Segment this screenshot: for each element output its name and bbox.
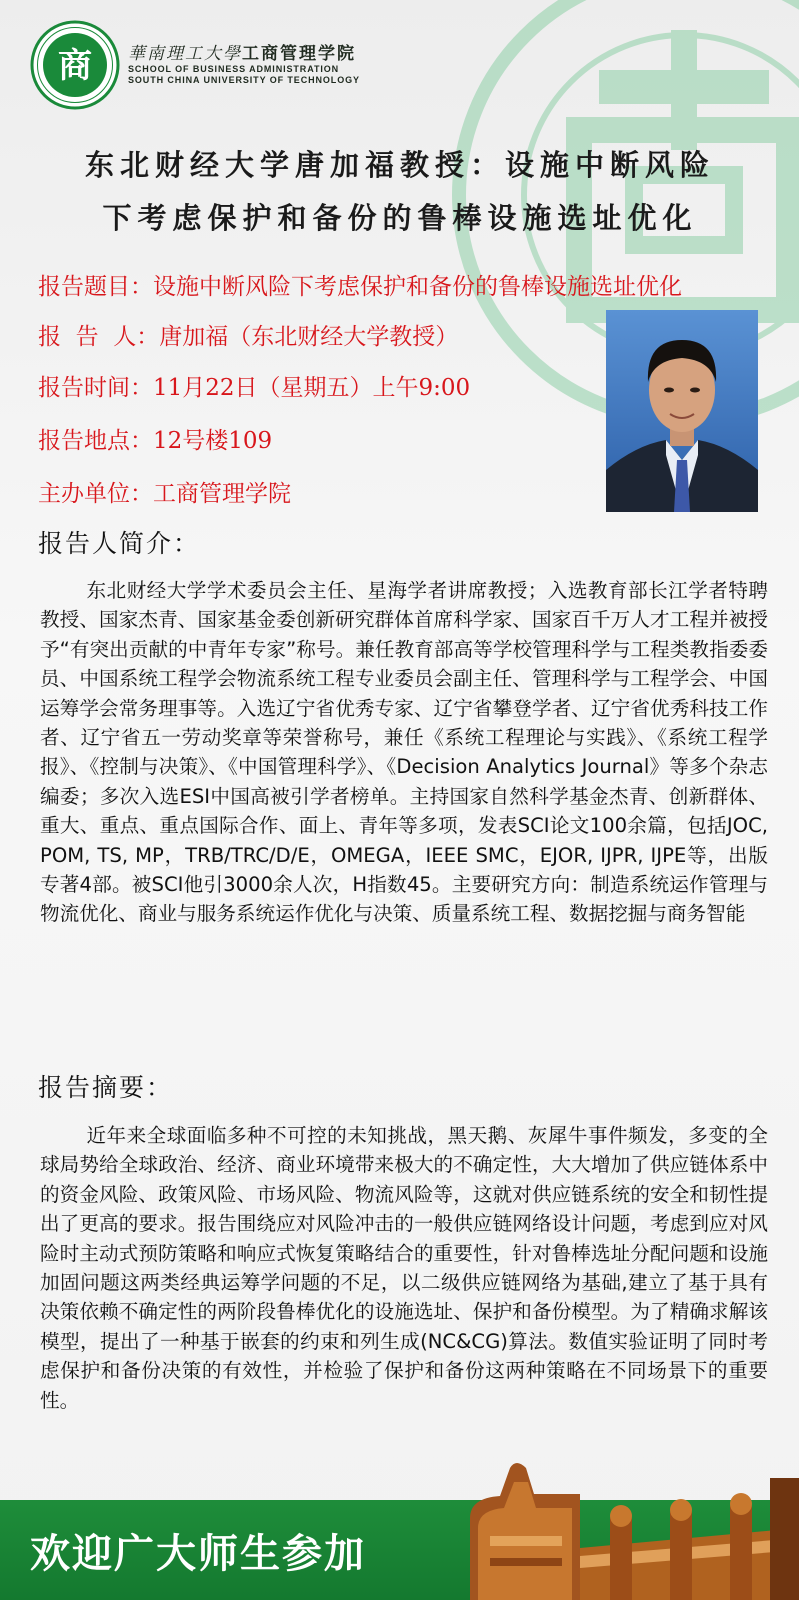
- bio-text: 东北财经大学学术委员会主任、星海学者讲席教授；入选教育部长江学者特聘教授、国家杰青、国家基金委创新研究群体首席科学家、国家百千万人才工程并被授予“有突出贡献的中青年专家”称号。兼任教育部高等学校管理科学与工程类教指委委员、中国系统工程学会物流系统工程专业委员会副主任、管理科学与工程学会、中国运筹学会常务理事等。入选辽宁省优秀专家、辽宁省攀登学者、辽宁省优秀科技工作者、辽宁省五一劳动奖章等荣誉称号，兼任《系统工程理论与实践》、《系统工程学报》、《控制与决策》、《中国管理科学》、《Decision Analytics Journal》等多个杂志编委；多次入选ESI中国高被引学者榜单。主持国家自然科学基金杰青、创新群体、重大、重点、重点国际合作、面上、青年等多项，发表SCI论文100余篇，包括JOC, POM, TS, MP，TRB/TRC/D/E，OMEGA，IEEE SMC，EJOR, IJPR, IJPE等，出版专著4部。被SCI他引3000余人次，H指数45。主要研究方向：制造系统运作管理与物流优化、商业与服务系统运作优化与决策、质量系统工程、数据挖掘与商务智能: [40, 579, 768, 926]
- speaker-photo: [606, 310, 758, 512]
- info-time: 报告时间：11月22日（星期五）上午9:00: [38, 375, 471, 401]
- info-speaker: 报 告 人：唐加福（东北财经大学教授）: [38, 324, 459, 350]
- abstract-text: 近年来全球面临多种不可控的未知挑战，黑天鹅、灰犀牛事件频发，多变的全球局势给全球政治、经济、商业环境带来极大的不确定性，大大增加了供应链体系中的资金风险、政策风险、市场风险、物流风险等，这就对供应链系统的安全和韧性提出了更高的要求。报告围绕应对风险冲击的一般供应链网络设计问题，考虑到应对风险时主动式预防策略和响应式恢复策略结合的重要性，针对鲁棒选址分配问题和设施加固问题这两类经典运筹学问题的不足，以二级供应链网络为基础,建立了基于具有决策依赖不确定性的两阶段鲁棒优化的设施选址、保护和备份模型。为了精确求解该模型，提出了一种基于嵌套的约束和列生成(NC&CG)算法。数值实验证明了同时考虑保护和备份决策的有效性，并检验了保护和备份这两种策略在不同场景下的重要性。: [40, 1124, 768, 1412]
- info-place: 报告地点：12号楼109: [38, 428, 273, 454]
- abstract-heading: 报告摘要：: [38, 1073, 174, 1102]
- info-topic: 报告题目：设施中断风险下考虑保护和备份的鲁棒设施选址优化: [38, 274, 682, 300]
- stone-gate-icon: [430, 1458, 799, 1600]
- info-host: 主办单位：工商管理学院: [38, 481, 291, 507]
- school-seal-icon: [30, 20, 120, 110]
- school-name-cn: 華南理工大學工商管理学院: [128, 44, 356, 64]
- page-title-line-2: 下考虑保护和备份的鲁棒设施选址优化: [102, 201, 698, 235]
- school-name-en-2: SOUTH CHINA UNIVERSITY OF TECHNOLOGY: [128, 75, 360, 85]
- school-name-en-1: SCHOOL OF BUSINESS ADMINISTRATION: [128, 64, 340, 74]
- school-logo-text: [128, 44, 360, 86]
- page-title-line-1: 东北财经大学唐加福教授：设施中断风险: [84, 148, 715, 182]
- welcome-text: 欢迎广大师生参加: [30, 1531, 366, 1577]
- bio-heading: 报告人简介：: [38, 529, 201, 558]
- seal-char: 商: [58, 46, 92, 86]
